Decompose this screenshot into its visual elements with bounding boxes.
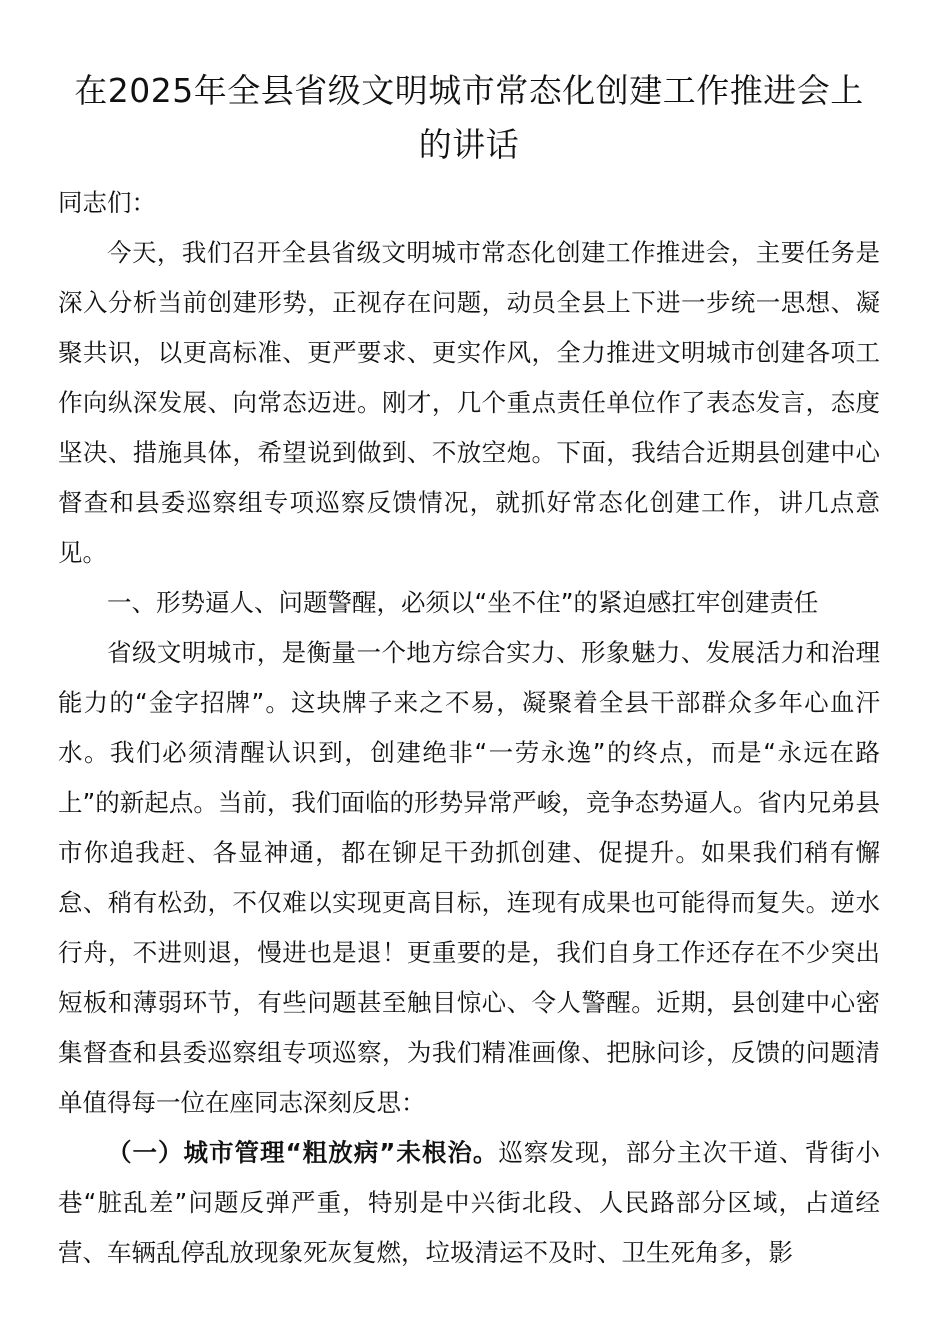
document-title: 在2025年全县省级文明城市常态化创建工作推进会上的讲话 bbox=[74, 71, 864, 164]
intro-paragraph: 今天，我们召开全县省级文明城市常态化创建工作推进会，主要任务是深入分析当前创建形势，正视存在问题，动员全县上下进一步统一思想、凝聚共识，以更高标准、更严要求、更实作风，全力推进文明城市创建各项工作向纵深发展、向常态迈进。刚才，几个重点责任单位作了表态发言，态度坚决、措施具体，希望说到做到、不放空炮。下面，我结合近期县创建中心督查和县委巡察组专项巡察反馈情况，就抓好常态化创建工作，讲几点意见。 bbox=[58, 238, 880, 567]
salutation: 同志们： bbox=[58, 188, 156, 217]
item-1-paragraph bbox=[58, 1128, 880, 1278]
document-page bbox=[58, 64, 880, 1278]
item-1-heading: （一）城市管理“粗放病”未根治。 bbox=[107, 1138, 499, 1167]
section-1-body: 省级文明城市，是衡量一个地方综合实力、形象魅力、发展活力和治理能力的“金字招牌”。这块牌子来之不易，凝聚着全县干部群众多年心血汗水。我们必须清醒认识到，创建绝非“一劳永逸”的终点，而是“永远在路上”的新起点。当前，我们面临的形势异常严峻，竞争态势逼人。省内兄弟县市你追我赶、各显神通，都在铆足干劲抓创建、促提升。如果我们稍有懈怠、稍有松劲，不仅难以实现更高目标，连现有成果也可能得而复失。逆水行舟，不进则退，慢进也是退！更重要的是，我们自身工作还存在不少突出短板和薄弱环节，有些问题甚至触目惊心、令人警醒。近期，县创建中心密集督查和县委巡察组专项巡察，为我们精准画像、把脉问诊，反馈的问题清单值得每一位在座同志深刻反思： bbox=[58, 638, 880, 1117]
item-1-body: 巡察发现，部分主次干道、背街小巷“脏乱差”问题反弹严重，特别是中兴街北段、人民路部分区域，占道经营、车辆乱停乱放现象死灰复燃，垃圾清运不及时、卫生死角多，影 bbox=[58, 1138, 881, 1267]
section-1-heading: 一、形势逼人、问题警醒，必须以“坐不住”的紧迫感扛牢创建责任 bbox=[107, 588, 819, 617]
